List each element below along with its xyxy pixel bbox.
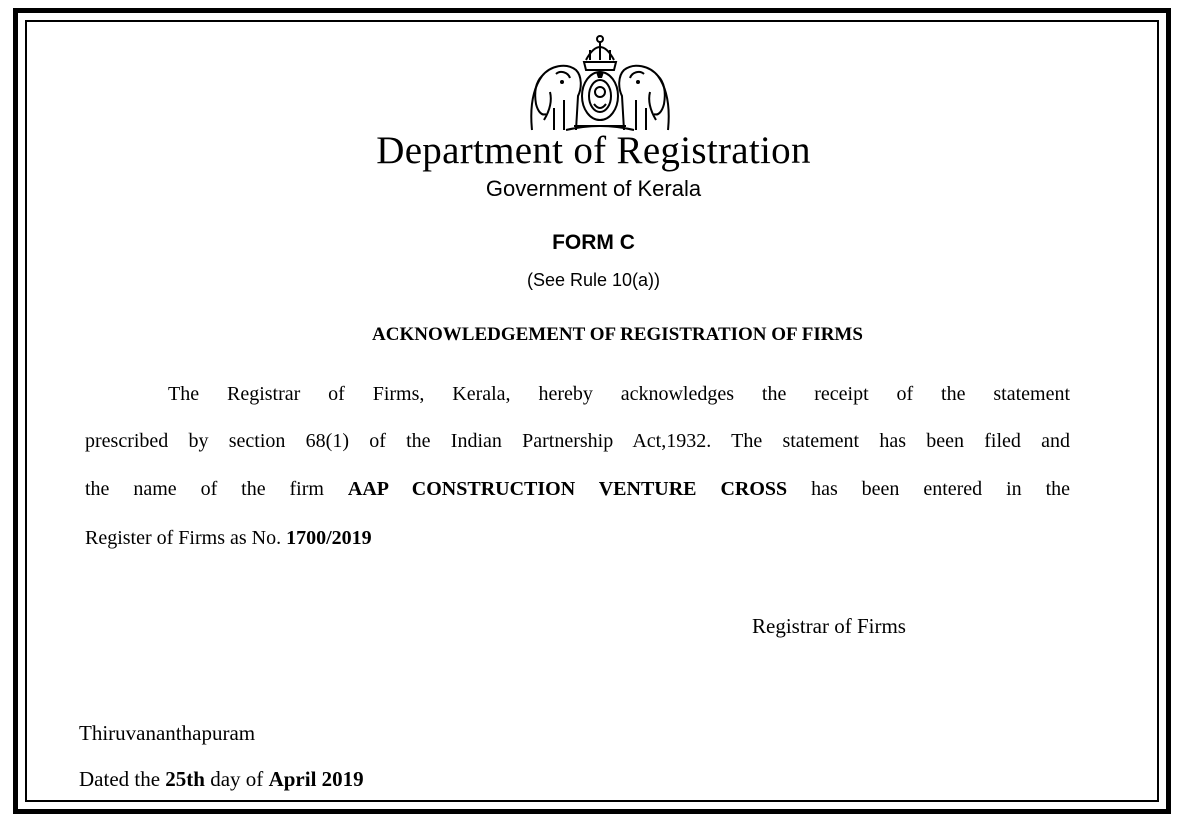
dated-line <box>79 767 364 792</box>
kerala-emblem-icon <box>526 30 674 134</box>
department-title: Department of Registration <box>376 129 811 172</box>
body-line-3-prefix: the name of the firm <box>85 478 324 500</box>
body-line-1: The Registrar of Firms, Kerala, hereby acknowledges the receipt of the statement <box>168 383 1070 405</box>
rule-reference: (See Rule 10(a)) <box>526 270 661 290</box>
dated-middle: day of <box>210 767 264 791</box>
firm-name: AAP CONSTRUCTION VENTURE CROSS <box>347 478 788 500</box>
body-line-3-suffix: has been entered in the <box>811 478 1070 500</box>
form-title: FORM C <box>552 231 635 254</box>
registration-number: 1700/2019 <box>286 527 372 549</box>
body-line-4-prefix: Register of Firms as No. <box>85 527 282 549</box>
acknowledgement-heading: ACKNOWLEDGEMENT OF REGISTRATION OF FIRMS <box>372 324 863 345</box>
body-line-4 <box>85 527 372 550</box>
place: Thiruvananthapuram <box>79 721 256 745</box>
signature-label: Registrar of Firms <box>752 614 906 638</box>
government-subtitle: Government of Kerala <box>485 176 702 201</box>
body-line-3 <box>85 478 1070 501</box>
body-line-2: prescribed by section 68(1) of the Indian Partnership Act,1932. The statement has been filed and <box>85 430 1070 452</box>
dated-month-year: April 2019 <box>268 767 364 791</box>
dated-day: 25th <box>165 767 205 791</box>
dated-prefix: Dated the <box>79 767 161 791</box>
